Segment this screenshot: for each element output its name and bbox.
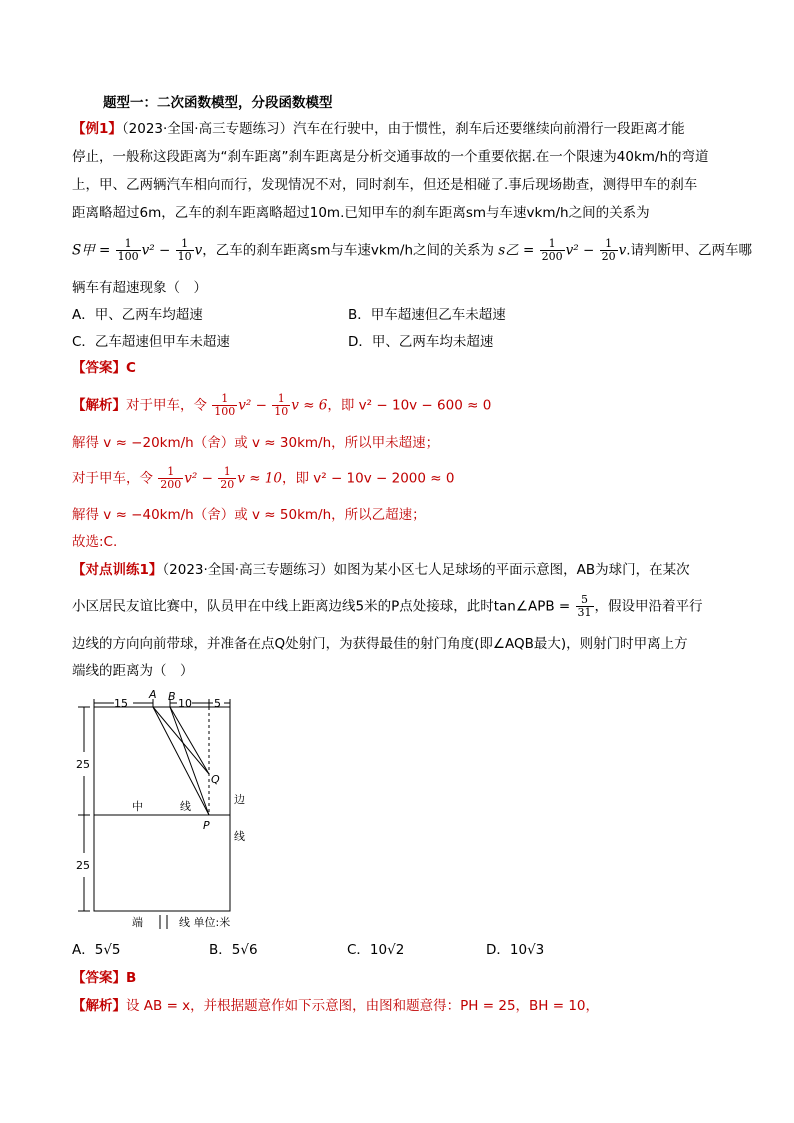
example1-solution1: 【解析】对于甲车，令 $\frac{1}{100}$ v² − $\frac{1}{10}$ v ≈ 6，即 v² − 10v − 600 ≈ 0 — [72, 392, 492, 418]
fraction-5-31: $\frac{5}{31}$ — [577, 593, 592, 619]
fraction-1-100: $\frac{1}{100}$ — [117, 237, 139, 263]
sideline-label-2: 线 — [234, 830, 245, 843]
training1-line1: 【对点训练1】（2023·全国·高三专题练习）如图为某小区七人足球场的平面示意图，AB为球门，在某次 — [72, 562, 690, 578]
label-q: Q — [211, 773, 220, 786]
example1-solution5: 故选:C. — [72, 534, 118, 550]
fraction-1-10: $\frac{1}{10}$ — [177, 237, 192, 263]
endline-label-1: 端 — [132, 916, 143, 929]
training-option-c: C．10√2 — [347, 942, 405, 958]
label-a: A — [149, 688, 157, 701]
fraction-1-10-b: $\frac{1}{10}$ — [274, 392, 289, 418]
example1-line5: S甲 = $\frac{1}{100}$ v² − $\frac{1}{10}$ v，乙车的刹车距离sm与车速vkm/h之间的关系为 s乙 = $\frac{1}{200}$ v² − $\frac{1}{20}$ v.请判断甲、乙两车哪 — [72, 237, 753, 263]
field-outline — [94, 707, 230, 911]
example1-line4: 距离略超过6m，乙车的刹车距离略超过10m.已知甲车的刹车距离sm与车速vkm/h之间的关系为 — [72, 205, 650, 221]
analysis-label: 【解析】 — [72, 397, 126, 414]
example1-line3: 上，甲、乙两辆汽车相向而行，发现情况不对，同时刹车，但还是相碰了.事后现场勘查，测得甲车的刹车 — [72, 177, 698, 193]
training-option-a: A．5√5 — [72, 942, 121, 958]
dim-10: 10 — [178, 697, 192, 710]
training-option-b: B．5√6 — [209, 942, 258, 958]
example1-text5: ，乙车的刹车距离sm与车速vkm/h之间的关系为 — [202, 242, 494, 259]
fraction-1-20-b: $\frac{1}{20}$ — [220, 465, 235, 491]
fraction-1-20: $\frac{1}{20}$ — [601, 237, 616, 263]
dim-25-top: 25 — [76, 758, 90, 771]
training1-analysis-label: 【解析】 — [72, 998, 126, 1014]
option-b: B．甲车超速但乙车未超速 — [348, 307, 506, 323]
dim-25-bottom: 25 — [76, 859, 90, 872]
training1-answer: 【答案】B — [72, 970, 137, 986]
fraction-1-200-b: $\frac{1}{200}$ — [160, 465, 182, 491]
example1-solution2: 解得 v ≈ −20km/h（舍）或 v ≈ 30km/h，所以甲未超速； — [72, 435, 440, 451]
fraction-1-200: $\frac{1}{200}$ — [541, 237, 563, 263]
line-aq — [153, 707, 209, 774]
training1-analysis: 【解析】设 AB = x，并根据题意作如下示意图，由图和题意得：PH = 25，BH = 10， — [72, 998, 600, 1014]
example1-line2: 停止，一般称这段距离为“刹车距离”刹车距离是分析交通事故的一个重要依据.在一个限速为40km/h的弯道 — [72, 149, 709, 165]
sideline-label-1: 边 — [234, 793, 245, 806]
example1-source: （2023·全国·高三专题练习） — [121, 121, 294, 137]
endline-label-2: 线 单位:米 — [179, 916, 231, 929]
soccer-field-diagram — [70, 686, 270, 932]
example1-text1: 汽车在行驶中，由于惯性，刹车后还要继续向前滑行一段距离才能 — [293, 121, 685, 137]
section-title: 题型一：二次函数模型，分段函数模型 — [103, 95, 333, 111]
label-b: B — [168, 690, 176, 703]
training1-tag: 【对点训练1】 — [72, 562, 163, 578]
training1-line3: 边线的方向向前带球，并准备在点Q处射门，为获得最佳的射门角度(即∠AQB最大)，则射门时甲离上方 — [72, 636, 688, 652]
example1-line6: 辆车有超速现象（ ） — [72, 280, 207, 296]
line-ap — [153, 707, 209, 815]
dim-15: 15 — [114, 697, 128, 710]
training1-line2: 小区居民友谊比赛中，队员甲在中线上距离边线5米的P点处接球，此时tan∠APB = $\frac{5}{31}$ ，假设甲沿着平行 — [72, 593, 703, 619]
training-option-d: D．10√3 — [486, 942, 545, 958]
example1-text5-end: .请判断甲、乙两车哪 — [626, 242, 753, 259]
example1-solution3: 对于甲车，令 $\frac{1}{200}$ v² − $\frac{1}{20}$ v ≈ 10，即 v² − 10v − 2000 ≈ 0 — [72, 465, 455, 491]
label-p: P — [203, 819, 210, 832]
example1-tag: 【例1】 — [72, 121, 122, 137]
option-d: D．甲、乙两车均未超速 — [348, 334, 494, 350]
dim-5: 5 — [214, 697, 221, 710]
formula-s-jia: S甲 = — [72, 242, 111, 259]
midline-label-2: 线 — [180, 800, 191, 813]
formula-s-yi: s乙 = — [498, 242, 535, 259]
line-bq — [170, 707, 209, 774]
option-c: C．乙车超速但甲车未超速 — [72, 334, 230, 350]
midline-label-1: 中 — [132, 800, 143, 813]
fraction-1-100-b: $\frac{1}{100}$ — [214, 392, 236, 418]
example1-answer: 【答案】C — [72, 360, 136, 376]
line-bp — [170, 707, 209, 815]
example1-line1 — [72, 119, 685, 139]
example1-solution4: 解得 v ≈ −40km/h（舍）或 v ≈ 50km/h，所以乙超速； — [72, 507, 426, 523]
training1-line4: 端线的距离为（ ） — [72, 663, 194, 679]
option-a: A．甲、乙两车均超速 — [72, 307, 203, 323]
